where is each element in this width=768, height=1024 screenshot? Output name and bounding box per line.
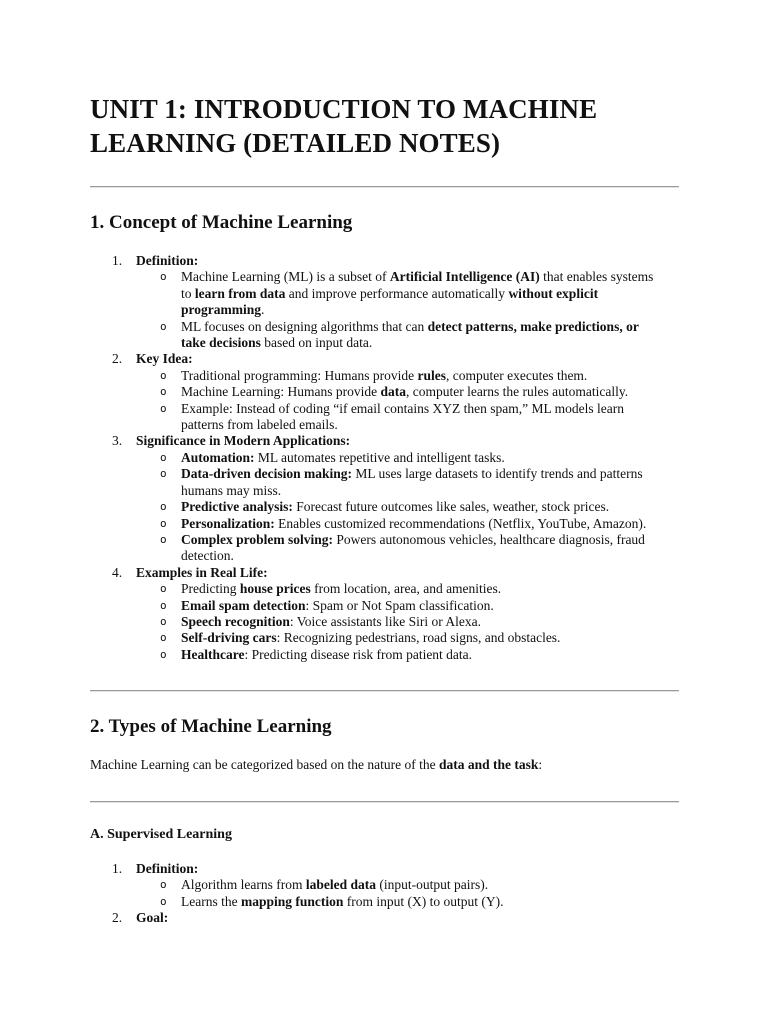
page-title: UNIT 1: INTRODUCTION TO MACHINE LEARNING (DETAILED NOTES): [90, 94, 598, 158]
text-run: : Voice assistants like Siri or Alexa.: [289, 613, 481, 629]
list-item: [112, 861, 666, 910]
bold-text: Complex problem solving:: [181, 531, 334, 547]
text-run: Machine Learning (ML) is a subset of: [181, 269, 390, 285]
text-run: : Recognizing pedestrians, road signs, and obstacles.: [276, 630, 561, 646]
sub-list-item: [160, 581, 666, 597]
text-run: Example: Instead of coding “if email contains XYZ then spam,” ML models learn patterns from labeled emails.: [181, 400, 624, 433]
sub-list-item: [160, 646, 666, 663]
bold-text: rules: [417, 367, 446, 383]
list-item: [112, 351, 666, 433]
bold-text: Automation:: [181, 449, 255, 465]
text-run: ML uses large datasets to identify trends and patterns humans may miss.: [181, 466, 643, 498]
text-run: Learns the: [181, 893, 241, 909]
circle-bullet-icon: o: [160, 270, 167, 284]
text-run: , computer learns the rules automatically.: [405, 384, 629, 400]
sub-list-item: [160, 531, 666, 565]
text-run: , computer executes them.: [445, 367, 588, 383]
bold-text: learn from data: [194, 285, 286, 301]
text-run: Traditional programming: Humans provide: [181, 367, 418, 383]
sub-list-item: [160, 893, 666, 910]
list-item: [112, 433, 666, 564]
circle-bullet-icon: o: [160, 647, 167, 661]
list-number: 3.: [112, 433, 123, 449]
bold-text: Personalization:: [181, 515, 275, 531]
circle-bullet-icon: o: [160, 598, 167, 612]
item-label: Goal:: [136, 910, 169, 926]
bold-text: without explicit programming: [181, 285, 599, 318]
text-run: from location, area, and amenities.: [310, 581, 502, 597]
bold-text: Self-driving cars: [181, 630, 277, 646]
sub-list-item: [160, 515, 666, 532]
item-label: Definition:: [136, 861, 199, 876]
text-run: ML automates repetitive and intelligent tasks.: [254, 449, 505, 465]
bold-text: Data-driven decision making:: [181, 466, 353, 482]
text-run: from input (X) to output (Y).: [343, 893, 504, 909]
text-run: : Predicting disease risk from patient data.: [244, 646, 473, 662]
circle-bullet-icon: o: [160, 319, 167, 333]
text-run: based on input data.: [260, 335, 373, 351]
list-number: 1.: [112, 861, 123, 876]
text-run: (input-output pairs).: [376, 877, 489, 893]
list-item: [112, 564, 666, 663]
section-2-heading: 2. Types of Machine Learning: [90, 716, 332, 737]
sub-list: [136, 450, 666, 565]
divider: [90, 186, 679, 188]
circle-bullet-icon: o: [160, 878, 167, 892]
bold-text: Healthcare: [181, 646, 245, 662]
sub-list-item: [160, 630, 666, 646]
bold-text: Speech recognition: [181, 613, 290, 629]
divider: [90, 690, 679, 692]
circle-bullet-icon: o: [160, 385, 167, 399]
bold-text: mapping function: [240, 893, 344, 909]
bold-text: labeled data: [305, 877, 376, 893]
text-run: Machine Learning can be categorized based on the nature of the: [90, 757, 439, 772]
list-item: [112, 253, 666, 351]
text-run: Predicting: [181, 581, 240, 597]
sub-list-item: [160, 269, 666, 318]
circle-bullet-icon: o: [160, 500, 167, 514]
circle-bullet-icon: o: [160, 532, 167, 546]
item-label: Key Idea:: [136, 351, 193, 367]
section-2-intro: [90, 757, 542, 773]
sub-list-item: [160, 499, 666, 515]
list-number: 1.: [112, 253, 123, 268]
sub-list-item: [160, 466, 666, 499]
sub-list: [136, 368, 666, 434]
list-number: 2.: [112, 351, 123, 367]
sub-list: [136, 581, 666, 663]
text-run: .: [261, 302, 265, 318]
sub-list-item: [160, 613, 666, 630]
item-label: Definition:: [136, 253, 199, 268]
text-run: : Spam or Not Spam classification.: [305, 597, 494, 613]
subsection-heading: A. Supervised Learning: [90, 827, 232, 842]
sub-list-item: [160, 318, 666, 352]
circle-bullet-icon: o: [160, 516, 167, 530]
sub-list: [136, 269, 666, 351]
item-label: Examples in Real Life:: [136, 564, 268, 580]
text-run: Machine Learning: Humans provide: [181, 384, 381, 400]
text-run: Algorithm learns from: [181, 877, 306, 893]
bold-text: Email spam detection: [181, 597, 306, 613]
circle-bullet-icon: o: [160, 894, 167, 908]
circle-bullet-icon: o: [160, 450, 167, 464]
text-run: :: [538, 757, 543, 772]
bold-text: Predictive analysis:: [181, 499, 293, 515]
sub-list-item: [160, 400, 666, 434]
list-item: [112, 910, 666, 926]
sub-list-item: [160, 449, 666, 466]
list-number: 4.: [112, 564, 123, 580]
text-run: that enables systems to: [181, 269, 654, 301]
sub-list-item: [160, 877, 666, 893]
text-run: ML focuses on designing algorithms that can: [181, 318, 428, 334]
divider: [90, 801, 679, 803]
item-label: Significance in Modern Applications:: [136, 433, 351, 449]
text-run: Forecast future outcomes like sales, weather, stock prices.: [292, 499, 610, 515]
bold-text: detect patterns, make predictions, or take decisions: [181, 318, 639, 351]
sub-list: [136, 877, 666, 910]
circle-bullet-icon: o: [160, 582, 167, 596]
bold-text: data and the task: [438, 757, 539, 772]
circle-bullet-icon: o: [160, 631, 167, 645]
bold-text: house prices: [239, 581, 311, 597]
bold-text: Artificial Intelligence (AI): [389, 269, 540, 285]
sub-list-item: [160, 597, 666, 614]
text-run: Powers autonomous vehicles, healthcare diagnosis, fraud detection.: [181, 531, 645, 564]
supervised-learning-list: [112, 861, 666, 927]
text-run: Enables customized recommendations (Netflix, YouTube, Amazon).: [274, 515, 647, 531]
sub-list-item: [160, 367, 666, 384]
circle-bullet-icon: o: [160, 614, 167, 628]
section-1-list: [112, 253, 666, 663]
circle-bullet-icon: o: [160, 401, 167, 415]
circle-bullet-icon: o: [160, 368, 167, 382]
list-number: 2.: [112, 910, 123, 926]
sub-list-item: [160, 384, 666, 400]
bold-text: data: [380, 384, 406, 400]
circle-bullet-icon: o: [160, 467, 167, 481]
section-1-heading: 1. Concept of Machine Learning: [90, 212, 353, 233]
text-run: and improve performance automatically: [285, 285, 509, 301]
